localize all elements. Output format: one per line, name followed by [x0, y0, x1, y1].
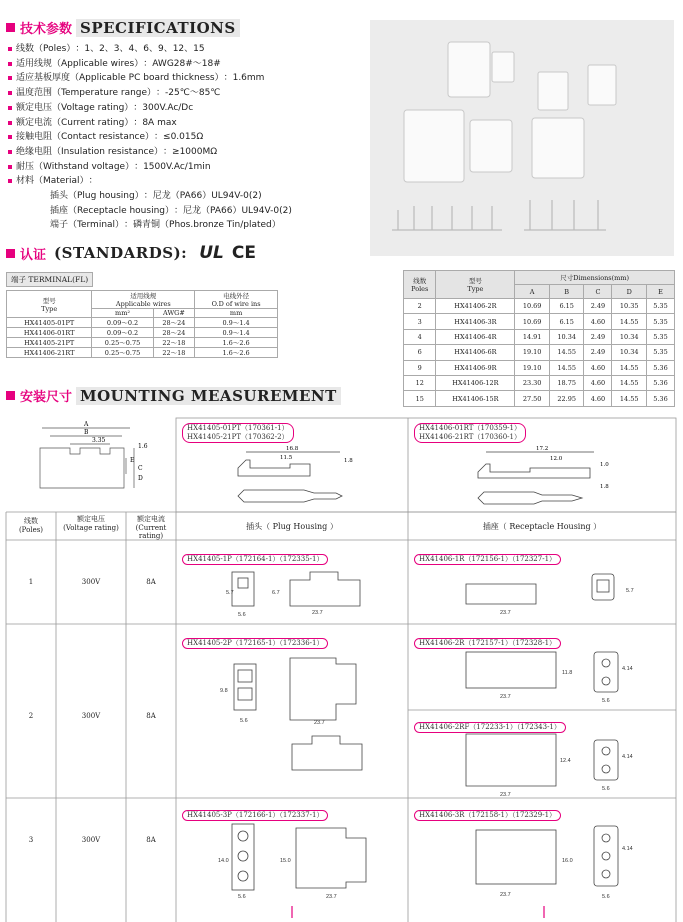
table-row: 6 HX41406-6R 19.10 14.55 2.49 10.34 5.35 [404, 345, 675, 360]
spec-row: 接触电阻（Contact resistance） ：≤0.015Ω [6, 130, 366, 145]
dim-label: 5.6 [602, 894, 610, 900]
row-poles: 1 [28, 578, 34, 586]
row-poles: 2 [28, 712, 34, 720]
row-voltage: 300V [81, 712, 101, 720]
terminal-right-label: HX41406-01RT（170359-1） HX41406-21RT（170360-1） [414, 423, 526, 443]
mounting-title-en: MOUNTING MEASUREMENT [76, 387, 341, 405]
row-current: 8A [146, 578, 156, 586]
dim-label: 5.7 [226, 590, 234, 596]
col-header-current: 额定电流 (Current rating) [135, 515, 167, 540]
col-header-voltage: 额定电压 (Voltage rating) [63, 515, 119, 532]
dim-label: 11.8 [562, 670, 573, 676]
row-voltage: 300V [81, 836, 101, 844]
row-voltage: 300V [81, 578, 101, 586]
dim-label: 23.7 [314, 720, 325, 726]
dim-label: 5.6 [238, 894, 246, 900]
dim-a-label: A [84, 421, 89, 428]
terminal-left-label: HX41405-01PT（170361-1） HX41405-21PT（170362-2） [182, 423, 294, 443]
ul-mark-icon: UL [199, 243, 224, 263]
dim-label: 23.7 [500, 892, 511, 898]
dim-label: 6.7 [272, 590, 280, 596]
terminal-table: 型号 Type 适用线规 Applicable wires 电线外径 O.D of wire ins mm² AWG# mm HX41405-01PT 0.09～0.2 28～24 0.9～1.4 HX41406-01RT 0.09～0.2 28～24 0.9～1.4 HX41405-21PT 0.25～0.75 22～18 1.6～2.6 HX41406-21RT 0.25～0.75 22～18 1.6～2.6 [6, 290, 278, 358]
dim-label: 4.14 [622, 754, 633, 760]
plug-1p-label: HX41405-1P（172164-1）（172335-1） [182, 546, 328, 565]
spec-row: 额定电压（Voltage rating） ：300V.Ac/Dc [6, 101, 366, 116]
col-header-poles: 线数 (Poles) [18, 517, 44, 534]
receptacle-3r-label: HX41406-3R（172158-1）（172329-1） [414, 802, 561, 821]
dim-label: 5.7 [626, 588, 634, 594]
ce-mark-icon: CE [231, 243, 256, 263]
dim-e-label: E [130, 457, 135, 464]
dimension-table: 线数 Poles 型号 Type 尺寸Dimensions(mm) A B C D E 2 HX41406-2R 10.69 6.15 2.49 10.35 5.35 3 HX41406-3R 10.69 6.15 4.60 14.55 5.35 4 HX41406-4R 14.91 10.34 2.49 10.34 5.35 6 HX41406-6R 19.10 14.55 2.49 10.34 5.35 9 HX41406-9R 19.10 14.55 4.60 14.55 5.36 12 HX41406-12R 23.30 18.75 4.60 14.55 5.36 15 HX41406-15R 27.50 22.95 4.60 14.55 5.36 [403, 270, 675, 407]
dim-label: 16.8 [286, 446, 299, 452]
spec-row: 额定电流（Current rating） ：8A max [6, 116, 366, 131]
dim-16-label: 1.6 [138, 443, 148, 450]
dim-label: 23.7 [500, 694, 511, 700]
dim-335-label: 3.35 [92, 437, 106, 444]
dim-label: 5.6 [238, 612, 246, 618]
dim-label: 1.8 [344, 458, 353, 464]
dim-label: 5.6 [602, 698, 610, 704]
dim-label: 23.7 [500, 792, 511, 798]
dim-label: 5.6 [602, 786, 610, 792]
dim-label: 1.8 [600, 484, 609, 490]
spec-row: 温度范围（Temperature range） ：-25℃～85℃ [6, 86, 366, 101]
dim-b-label: B [84, 429, 89, 436]
table-row: HX41406-01RT 0.09～0.2 28～24 0.9～1.4 [7, 328, 278, 338]
mounting-title-cn: 安装尺寸 [20, 390, 73, 405]
terminal-table-title: 端子 TERMINAL(FL) [6, 272, 93, 287]
table-row: 4 HX41406-4R 14.91 10.34 2.49 10.34 5.35 [404, 329, 675, 344]
table-row: 9 HX41406-9R 19.10 14.55 4.60 14.55 5.36 [404, 360, 675, 375]
dim-label: 15.0 [280, 858, 291, 864]
plug-2p-label: HX41405-2P（172165-1）（172336-1） [182, 630, 328, 649]
row-current: 8A [146, 836, 156, 844]
dim-c-label: C [138, 465, 143, 472]
dim-label: 1.0 [600, 462, 609, 468]
dim-label: 12.0 [550, 456, 563, 462]
dim-label: 5.6 [240, 718, 248, 724]
spec-row: 材料（Material） ： [6, 174, 366, 189]
receptacle-2r-label: HX41406-2R（172157-1）（172328-1） [414, 630, 561, 649]
receptacle-1r-label: HX41406-1R（172156-1）（172327-1） [414, 546, 561, 565]
spec-row: 线数（Poles） ：1、2、3、4、6、9、12、15 [6, 42, 366, 57]
receptacle-2rf-label: HX41406-2RF（172233-1）（172343-1） [414, 714, 566, 733]
dim-label: 12.4 [560, 758, 571, 764]
dim-label: 14.0 [218, 858, 229, 864]
standards-title-cn: 认证 [20, 247, 47, 263]
dim-label: 17.2 [536, 446, 549, 452]
spec-row: 绝缘电阻（Insulation resistance） ：≥1000MΩ [6, 145, 366, 160]
table-row: HX41405-01PT 0.09～0.2 28～24 0.9～1.4 [7, 318, 278, 328]
row-poles: 3 [28, 836, 34, 844]
dim-label: 9.8 [220, 688, 228, 694]
table-row: 3 HX41406-3R 10.69 6.15 4.60 14.55 5.35 [404, 314, 675, 329]
standards-title-en: (STANDARDS): [54, 244, 188, 262]
table-row: 2 HX41406-2R 10.69 6.15 2.49 10.35 5.35 [404, 299, 675, 314]
table-row: HX41405-21PT 0.25～0.75 22～18 1.6～2.6 [7, 338, 278, 348]
dim-label: 4.14 [622, 846, 633, 852]
spec-subrow: 插座（Receptacle housing） ：尼龙（PA66）UL94V-0(2) [50, 205, 292, 216]
dim-label: 16.0 [562, 858, 573, 864]
dim-label: 23.7 [326, 894, 337, 900]
table-row: HX41406-21RT 0.25～0.75 22～18 1.6～2.6 [7, 348, 278, 358]
plug-3p-label: HX41405-3P（172166-1）（172337-1） [182, 802, 328, 821]
specs-title-cn: 技术参数 [20, 22, 73, 37]
col-header-receptacle: 插座（ Receptacle Housing ） [482, 522, 602, 531]
specs-title-en: SPECIFICATIONS [76, 19, 240, 37]
dim-d-label: D [138, 475, 143, 482]
spec-subrow: 端子（Terminal） ：磷青铜（Phos.bronze Tin/plated） [50, 220, 281, 231]
table-row: 15 HX41406-15R 27.50 22.95 4.60 14.55 5.36 [404, 391, 675, 406]
spec-subrow: 插头（Plug housing） ：尼龙（PA66）UL94V-0(2) [50, 191, 262, 202]
dim-label: 23.7 [312, 610, 323, 616]
spec-row: 适应基板厚度（Applicable PC board thickness） ：1.6mm [6, 71, 366, 86]
table-row: 12 HX41406-12R 23.30 18.75 4.60 14.55 5.36 [404, 375, 675, 390]
dim-label: 11.5 [280, 455, 293, 461]
col-header-plug: 插头（ Plug Housing ） [246, 522, 338, 531]
row-current: 8A [146, 712, 156, 720]
dim-label: 23.7 [500, 610, 511, 616]
spec-row: 耐压（Withstand voltage） ：1500V.Ac/1min [6, 160, 366, 175]
spec-row: 适用线规（Applicable wires） ：AWG28#～18# [6, 57, 366, 72]
dim-label: 4.14 [622, 666, 633, 672]
